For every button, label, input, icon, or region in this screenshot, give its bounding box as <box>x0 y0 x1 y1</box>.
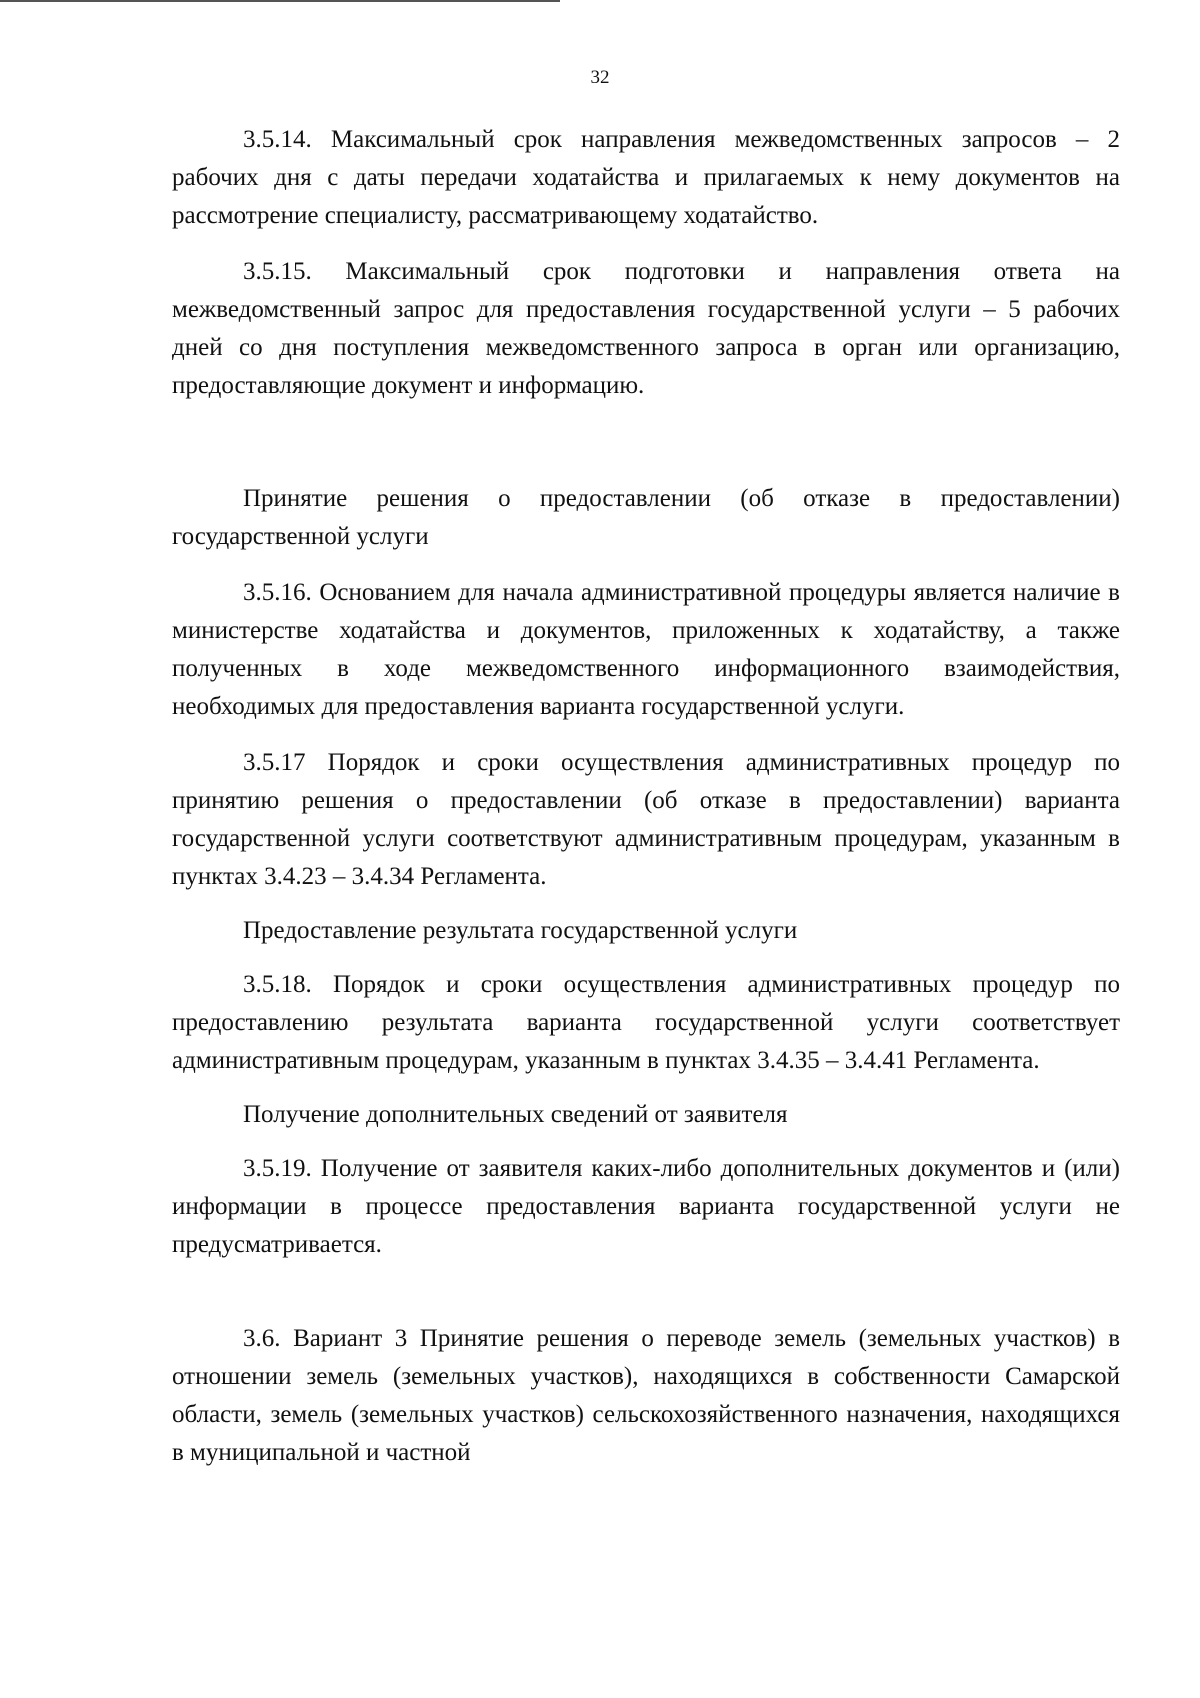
document-body <box>172 121 1120 1472</box>
paragraph-3-5-15: 3.5.15. Максимальный срок подготовки и направления ответа на межведомственный запрос для предоставления государственной услуги – 5 рабочих дней со дня поступления межведомственного запроса в орган или организацию, предоставляющие документ и информацию. <box>172 258 1120 399</box>
section-heading-decision: Принятие решения о предоставлении (об отказе в предоставлении) государственной услуги <box>172 485 1120 550</box>
paragraph-3-5-18: 3.5.18. Порядок и сроки осуществления административных процедур по предоставлению результата варианта государственной услуги соответствует административным процедурам, указанным в пунктах 3.4.35 – 3.4.41 Регламента. <box>172 971 1120 1074</box>
paragraph-3-6: 3.6. Вариант 3 Принятие решения о переводе земель (земельных участков) в отношении земель (земельных участков), находящихся в собственности Самарской области, земель (земельных участков) сельскохозяйственного назначения, находящихся в муниципальной и частной <box>172 1325 1120 1466</box>
paragraph-3-5-16: 3.5.16. Основанием для начала административной процедуры является наличие в министерстве ходатайства и документов, приложенных к ходатайству, а также полученных в ходе межведомственного информационного взаимодействия, необходимых для предоставления варианта государственной услуги. <box>172 579 1120 720</box>
section-heading-result: Предоставление результата государственной услуги <box>243 917 798 944</box>
section-heading-additional-info: Получение дополнительных сведений от заявителя <box>243 1101 788 1128</box>
page-number: 32 <box>590 67 610 88</box>
paragraph-3-5-19: 3.5.19. Получение от заявителя каких-либо дополнительных документов и (или) информации в процессе предоставления варианта государственной услуги не предусматривается. <box>172 1155 1120 1258</box>
paragraph-3-5-17: 3.5.17 Порядок и сроки осуществления административных процедур по принятию решения о предоставлении (об отказе в предоставлении) варианта государственной услуги соответствуют административным процедурам, указанным в пунктах 3.4.23 – 3.4.34 Регламента. <box>172 749 1120 890</box>
paragraph-3-5-14: 3.5.14. Максимальный срок направления межведомственных запросов – 2 рабочих дня с даты передачи ходатайства и прилагаемых к нему документов на рассмотрение специалисту, рассматривающему ходатайство. <box>172 126 1120 229</box>
scan-edge-line <box>0 0 560 2</box>
